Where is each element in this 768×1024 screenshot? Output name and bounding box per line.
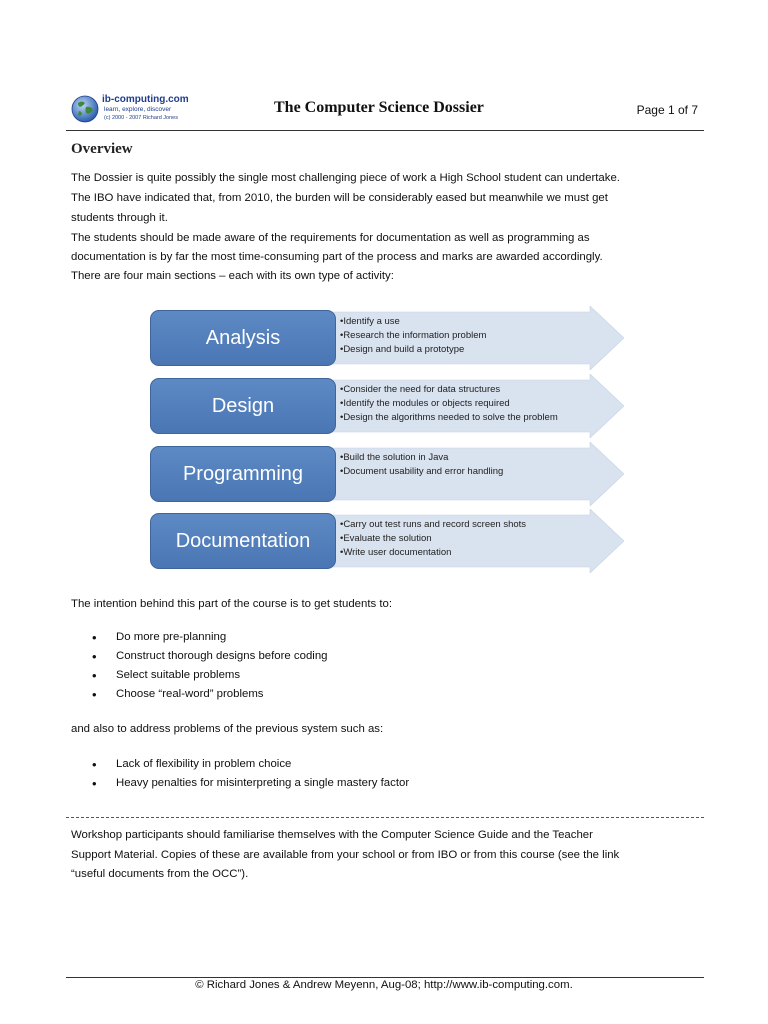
page-header — [66, 88, 704, 130]
list-item: • Do more pre-planning — [92, 628, 328, 647]
workshop-line: “useful documents from the OCC”). — [71, 868, 249, 880]
section-heading: Overview — [71, 141, 133, 157]
overview-line: students through it. — [71, 212, 168, 224]
bullet-text: •Document usability and error handling — [340, 466, 504, 477]
dashed-divider — [66, 817, 704, 818]
section-bullets — [340, 451, 503, 479]
header-divider — [66, 130, 704, 131]
section-label-box: Analysis — [150, 310, 336, 366]
section-label-box: Documentation — [150, 513, 336, 569]
section-label-box: Design — [150, 378, 336, 434]
logo-name: ib-computing.com — [102, 94, 189, 105]
list-item: • Lack of flexibility in problem choice — [92, 755, 409, 774]
bullet-text: •Evaluate the solution — [340, 533, 432, 544]
problems-intro: and also to address problems of the previous system such as: — [71, 723, 384, 735]
bullet-text: •Consider the need for data structures — [340, 384, 501, 395]
problems-list — [92, 755, 409, 793]
bullet-text: •Build the solution in Java — [340, 452, 449, 463]
bullet-text: •Design and build a prototype — [340, 344, 465, 355]
footer-divider — [66, 977, 704, 978]
dossier-sections-diagram — [150, 306, 624, 574]
overview-line: There are four main sections – each with its own type of activity: — [71, 270, 394, 282]
bullet-text: •Identify the modules or objects required — [340, 398, 510, 409]
diagram-row-programming — [150, 442, 624, 506]
page-number: Page 1 of 7 — [636, 103, 698, 117]
section-label-box: Programming — [150, 446, 336, 502]
diagram-row-documentation — [150, 509, 624, 573]
page-footer: © Richard Jones & Andrew Meyenn, Aug-08; http://www.ib-computing.com. — [195, 979, 573, 991]
diagram-row-design — [150, 374, 624, 438]
document-title: The Computer Science Dossier — [274, 99, 484, 116]
bullet-text: •Carry out test runs and record screen shots — [340, 519, 527, 530]
list-item: • Construct thorough designs before coding — [92, 647, 328, 666]
workshop-line: Workshop participants should familiarise themselves with the Computer Science Guide and the Teacher — [71, 829, 593, 841]
intention-intro: The intention behind this part of the course is to get students to: — [71, 598, 393, 610]
bullet-text: •Research the information problem — [340, 330, 487, 341]
overview-line: The students should be made aware of the requirements for documentation as well as programming as — [71, 232, 590, 244]
section-bullets — [340, 315, 486, 357]
logo-copyright: (c) 2000 - 2007 Richard Jones — [104, 115, 178, 121]
section-bullets — [340, 383, 558, 425]
overview-line: documentation is by far the most time-consuming part of the process and marks are awarded accordingly. — [71, 251, 603, 263]
list-item: • Heavy penalties for misinterpreting a single mastery factor — [92, 774, 409, 793]
logo-tagline: learn, explore, discover — [104, 106, 172, 113]
diagram-row-analysis — [150, 306, 624, 370]
list-item: • Choose “real-word” problems — [92, 685, 328, 704]
bullet-text: •Design the algorithms needed to solve the problem — [340, 412, 558, 423]
intention-list — [92, 628, 328, 704]
section-bullets — [340, 518, 526, 560]
globe-icon — [70, 94, 100, 124]
list-item: • Select suitable problems — [92, 666, 328, 685]
overview-line: The Dossier is quite possibly the single most challenging piece of work a High School student can undertake. — [71, 172, 620, 184]
overview-line: The IBO have indicated that, from 2010, the burden will be considerably eased but meanwhile we must get — [71, 192, 608, 204]
site-logo — [70, 92, 190, 128]
bullet-text: •Identify a use — [340, 316, 400, 327]
workshop-line: Support Material. Copies of these are available from your school or from IBO or from this course (see the link — [71, 849, 620, 861]
bullet-text: •Write user documentation — [340, 547, 452, 558]
